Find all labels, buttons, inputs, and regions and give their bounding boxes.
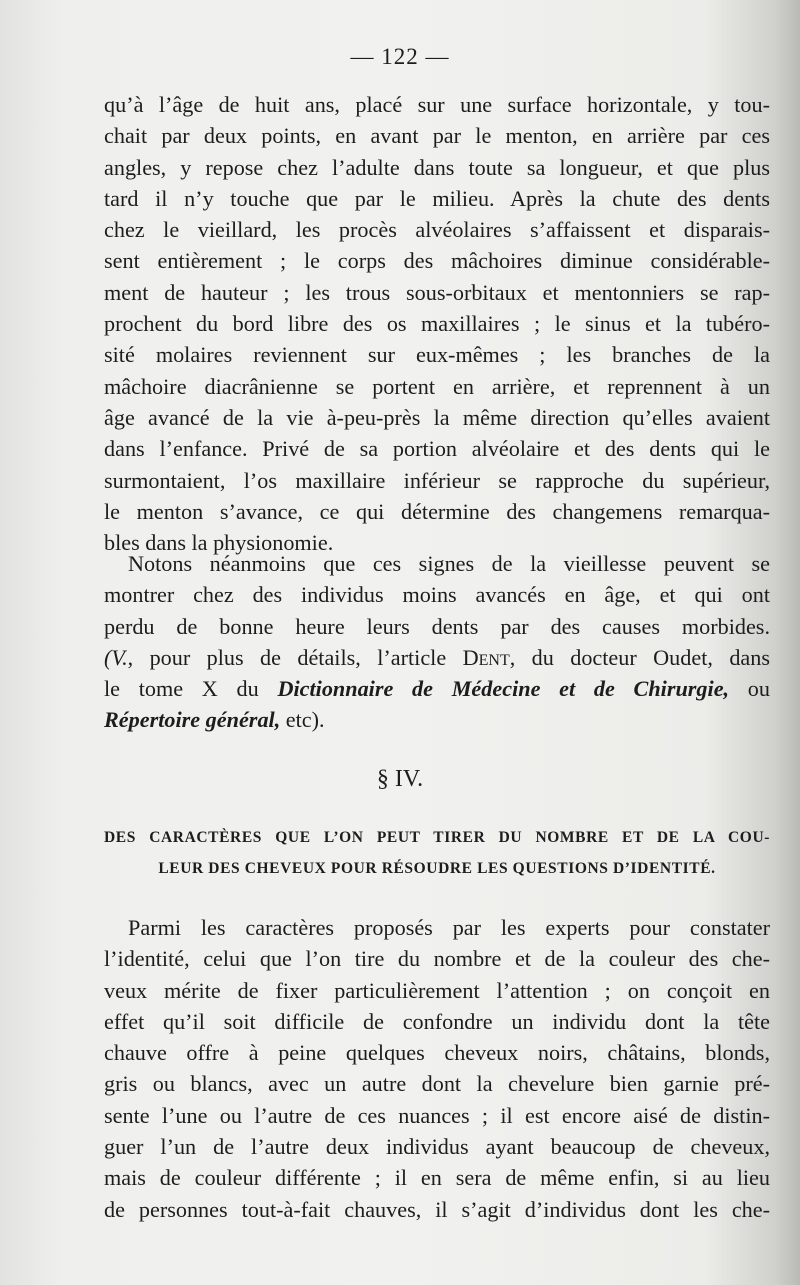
text-line: mâchoire diacrânienne se portent en arrière, et reprennent à un	[104, 373, 770, 399]
text-line: perdu de bonne heure leurs dents par des causes morbides.	[104, 613, 770, 639]
text-line: montrer chez des individus moins avancés en âge, et qui ont	[104, 582, 770, 608]
text-line: chauve offre à peine quelques cheveux noirs, châtains, blonds,	[104, 1040, 770, 1066]
text-run: etc).	[280, 707, 325, 733]
paragraph-3	[104, 912, 770, 1225]
see-abbreviation: (V.	[104, 644, 128, 670]
text-line	[104, 673, 770, 704]
text-line: angles, y repose chez l’adulte dans toute sa longueur, et que plus	[104, 154, 770, 180]
heading-line: LEUR DES CHEVEUX POUR RÉSOUDRE LES QUESTIONS D’IDENTITÉ.	[158, 860, 716, 877]
text-line	[104, 704, 770, 735]
text-line: Notons néanmoins que ces signes de la vieillesse peuvent se	[128, 551, 770, 576]
book-title: Répertoire général,	[104, 707, 281, 733]
text-line: sente l’une ou l’autre de ces nuances ; il est encore aisé de distin-	[104, 1102, 770, 1128]
heading-line: DES CARACTÈRES QUE L’ON PEUT TIRER DU NOMBRE ET DE LA COU-	[104, 829, 770, 846]
text-line: de personnes tout-à-fait chauves, il s’agit d’individus dont les che-	[104, 1196, 770, 1222]
text-line: surmontaient, l’os maxillaire inférieur se rapproche du supérieur,	[104, 467, 770, 493]
article-reference: Dent	[462, 644, 510, 670]
text-line: Parmi les caractères proposés par les experts pour constater	[128, 915, 770, 940]
paragraph-2	[104, 548, 770, 736]
text-line: âge avancé de la vie à-peu-près la même direction qu’elles avaient	[104, 404, 770, 430]
text-line: ment de hauteur ; les trous sous-orbitaux et mentonniers se rap-	[104, 279, 770, 305]
text-run: , du docteur Oudet, dans	[509, 644, 770, 670]
text-line: sité molaires reviennent sur eux-mêmes ; les branches de la	[104, 342, 770, 368]
text-run: ou	[729, 676, 770, 702]
text-run: , pour plus de détails, l’article	[127, 644, 463, 670]
book-title: Dictionnaire de Médecine et de Chirurgie,	[277, 676, 730, 702]
text-line: guer l’un de l’autre deux individus ayant beaucoup de cheveux,	[104, 1134, 770, 1160]
text-line: le menton s’avance, ce qui détermine des changemens remarqua-	[104, 498, 770, 524]
paragraph-1	[104, 89, 770, 558]
text-line: chait par deux points, en avant par le menton, en arrière par ces	[104, 123, 770, 149]
text-line: tard il n’y touche que par le milieu. Après la chute des dents	[104, 185, 770, 211]
text-line: bles dans la physionomie.	[104, 530, 334, 556]
text-line: qu’à l’âge de huit ans, placé sur une surface horizontale, y tou-	[104, 92, 770, 117]
text-line: gris ou blancs, avec un autre dont la chevelure bien garnie pré-	[104, 1071, 770, 1097]
text-line: mais de couleur différente ; il en sera de même enfin, si au lieu	[104, 1165, 770, 1191]
section-mark: § IV.	[376, 766, 424, 792]
text-line: veux mérite de fixer particulièrement l’attention ; on conçoit en	[104, 977, 770, 1003]
text-line: dans l’enfance. Privé de sa portion alvéolaire et des dents qui le	[104, 436, 770, 462]
section-heading	[104, 822, 770, 884]
text-line: chez le vieillard, les procès alvéolaires s’affaissent et disparais-	[104, 217, 770, 243]
text-line: sent entièrement ; le corps des mâchoires diminue considérable-	[104, 248, 770, 274]
page-number: — 122 —	[350, 44, 450, 69]
text-line	[104, 642, 770, 673]
text-line: effet qu’il soit difficile de confondre un individu dont la tête	[104, 1008, 770, 1034]
text-line: prochent du bord libre des os maxillaires ; le sinus et la tubéro-	[104, 311, 770, 337]
text-run: le tome X du	[104, 676, 278, 702]
text-line: l’identité, celui que l’on tire du nombre et de la couleur des che-	[104, 946, 770, 972]
